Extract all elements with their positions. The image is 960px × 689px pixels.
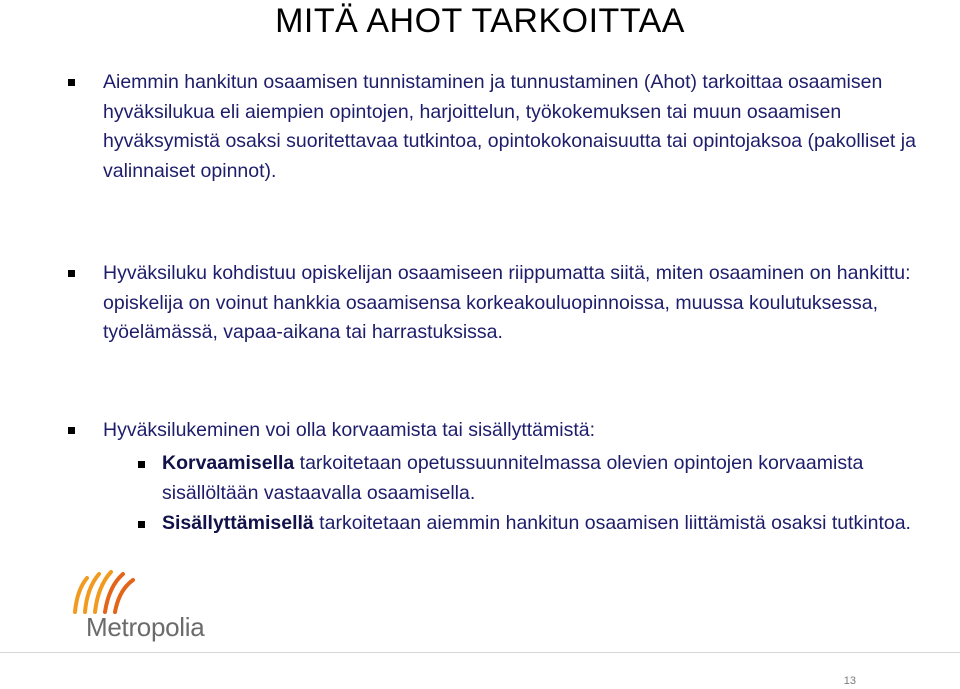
sub-bullet-marker	[138, 456, 152, 470]
bullet-text-2: Hyväksiluku kohdistuu opiskelijan osaamiseen riippumatta siitä, miten osaaminen on hankittu: opiskelija on voinut hankkia osaamisensa korkeakouluopinnoissa, muussa koulutuksessa, työelämässä, vapaa-aikana tai harrastuksissa.	[103, 262, 911, 343]
bullet-marker	[68, 421, 86, 439]
sub-bullet-body-1: tarkoitetaan opetussuunnitelmassa olevien opintojen korvaamista sisällöltään vastaavalla osaamisella.	[162, 452, 864, 504]
bullet-marker	[68, 264, 86, 282]
term-korvaamisella: Korvaamisella	[162, 452, 295, 474]
page-number: 13	[843, 675, 856, 687]
sub-bullet-body-2: tarkoitetaan aiemmin hankitun osaamisen liittämistä osaksi tutkintoa.	[313, 512, 911, 534]
term-sisallyttamisella: Sisällyttämisellä	[162, 512, 314, 534]
logo-arcs-icon	[63, 566, 213, 616]
logo-wordmark: Metropolia	[86, 612, 205, 642]
footer-divider	[0, 652, 960, 653]
slide-title: MITÄ AHOT TARKOITTAA	[275, 2, 685, 40]
bullet-marker	[68, 73, 86, 91]
bullet-text-3: Hyväksilukeminen voi olla korvaamista tai sisällyttämistä:	[103, 419, 596, 441]
bullet-text-1: Aiemmin hankitun osaamisen tunnistaminen ja tunnustaminen (Ahot) tarkoittaa osaamisen hyväksilukua eli aiempien opintojen, harjoittelun, työkokemuksen tai muun osaamisen hyväksymistä osaksi suoritettavaa tutkintoa, opintokokonaisuutta tai opintojaksoa (pakolliset ja valinnaiset opinnot).	[103, 71, 916, 182]
sub-bullet-text-2	[162, 509, 922, 539]
sub-bullet-text-1	[162, 449, 922, 508]
metropolia-logo	[63, 566, 213, 656]
sub-bullet-marker	[138, 516, 152, 530]
